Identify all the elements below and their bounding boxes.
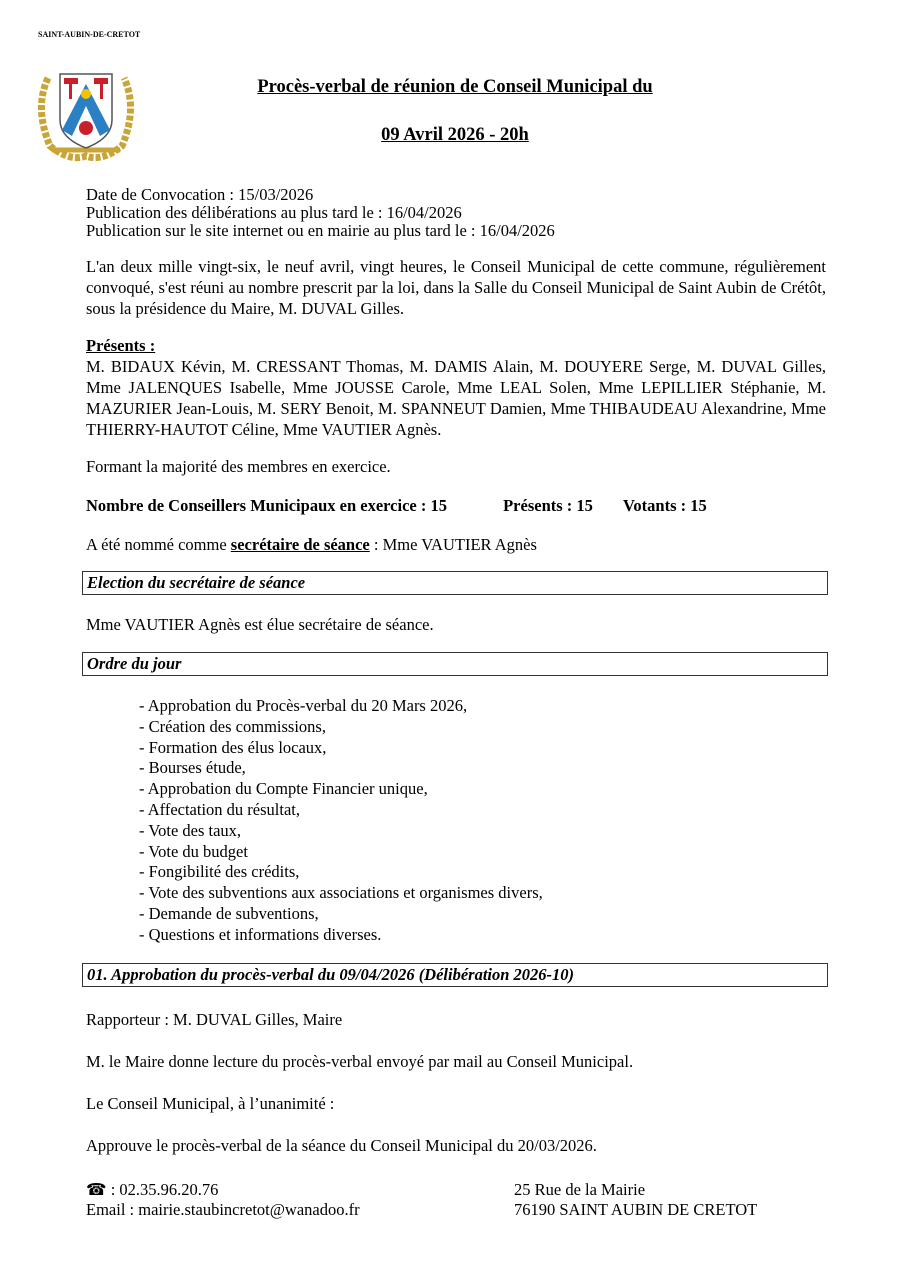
lecture-text: M. le Maire donne lecture du procès-verbal envoyé par mail au Conseil Municipal.	[86, 1052, 634, 1071]
date-publication-site: Publication sur le site internet ou en mairie au plus tard le : 16/04/2026	[86, 221, 555, 240]
agenda-item: - Création des commissions,	[139, 716, 326, 736]
date-convocation: Date de Convocation : 15/03/2026	[86, 185, 314, 204]
agenda-item: - Approbation du Procès-verbal du 20 Mars 2026,	[139, 696, 468, 715]
agenda-item: - Vote des subventions aux associations et organismes divers,	[139, 883, 543, 903]
phone-icon: ☎	[86, 1180, 107, 1199]
intro-paragraph: L'an deux mille vingt-six, le neuf avril, vingt heures, le Conseil Municipal de cette commune, régulièrement convoqué, s'est réuni au nombre prescrit par la loi, dans la Salle du Conseil Municipal de Saint Aubin de Crétôt, sous la présidence du Maire, M. DUVAL Gilles.	[86, 257, 826, 318]
count-presents: Présents : 15	[503, 496, 593, 515]
secretary-prefix: A été nommé comme	[86, 535, 231, 554]
agenda-item: - Formation des élus locaux,	[139, 737, 327, 757]
majority-text: Formant la majorité des membres en exercice.	[86, 457, 391, 476]
section-ordre-header: Ordre du jour	[82, 652, 828, 676]
election-text: Mme VAUTIER Agnès est élue secrétaire de séance.	[86, 615, 434, 634]
presents-label: Présents :	[86, 336, 156, 355]
rapporteur-text: Rapporteur : M. DUVAL Gilles, Maire	[86, 1010, 343, 1029]
footer-address-city: 76190 SAINT AUBIN DE CRETOT	[514, 1200, 758, 1219]
footer-email: Email : mairie.staubincretot@wanadoo.fr	[86, 1200, 360, 1219]
agenda-list	[139, 696, 543, 946]
dates-block	[86, 186, 826, 240]
count-votants: Votants : 15	[623, 496, 707, 515]
coat-of-arms-logo	[30, 58, 142, 164]
date-publication-deliberations: Publication des délibérations au plus tard le : 16/04/2026	[86, 203, 462, 222]
count-exercice: Nombre de Conseillers Municipaux en exercice : 15	[86, 496, 447, 515]
commune-name: SAINT-AUBIN-DE-CRETOT	[38, 30, 141, 39]
secretary-name: : Mme VAUTIER Agnès	[369, 535, 537, 554]
section-election-header: Election du secrétaire de séance	[82, 571, 828, 595]
agenda-item: - Approbation du Compte Financier unique,	[139, 779, 428, 799]
title-line-2: 09 Avril 2026 - 20h	[381, 125, 529, 145]
section-deliberation-01-header: 01. Approbation du procès-verbal du 09/04/2026 (Délibération 2026-10)	[82, 963, 828, 987]
agenda-item: - Affectation du résultat,	[139, 799, 300, 819]
footer-phone: : 02.35.96.20.76	[106, 1180, 219, 1199]
agenda-item: - Demande de subventions,	[139, 903, 319, 923]
unanimite-text: Le Conseil Municipal, à l’unanimité :	[86, 1094, 335, 1113]
presents-names: M. BIDAUX Kévin, M. CRESSANT Thomas, M. DAMIS Alain, M. DOUYERE Serge, M. DUVAL Gilles, Mme JALENQUES Isabelle, Mme JOUSSE Carole, Mme LEAL Solen, Mme LEPILLIER Stéphanie, M. MAZURIER Jean-Louis, M. SERY Benoit, M. SPANNEUT Damien, Mme THIBAUDEAU Alexandrine, Mme THIERRY-HAUTOT Céline, Mme VAUTIER Agnès.	[86, 357, 826, 439]
agenda-item: - Fongibilité des crédits,	[139, 862, 300, 882]
secretary-label: secrétaire de séance	[230, 535, 370, 554]
footer-address-street: 25 Rue de la Mairie	[514, 1180, 646, 1199]
agenda-item: - Questions et informations diverses.	[139, 924, 382, 944]
counts-line	[86, 496, 826, 516]
secretary-line	[86, 535, 826, 555]
approval-text: Approuve le procès-verbal de la séance du Conseil Municipal du 20/03/2026.	[86, 1136, 597, 1155]
agenda-item: - Bourses étude,	[139, 758, 246, 778]
agenda-item: - Vote du budget	[139, 841, 248, 861]
title-line-1: Procès-verbal de réunion de Conseil Municipal du	[257, 77, 653, 97]
agenda-item: - Vote des taux,	[139, 820, 242, 840]
footer-contact	[86, 1180, 360, 1220]
footer-address	[514, 1180, 757, 1220]
